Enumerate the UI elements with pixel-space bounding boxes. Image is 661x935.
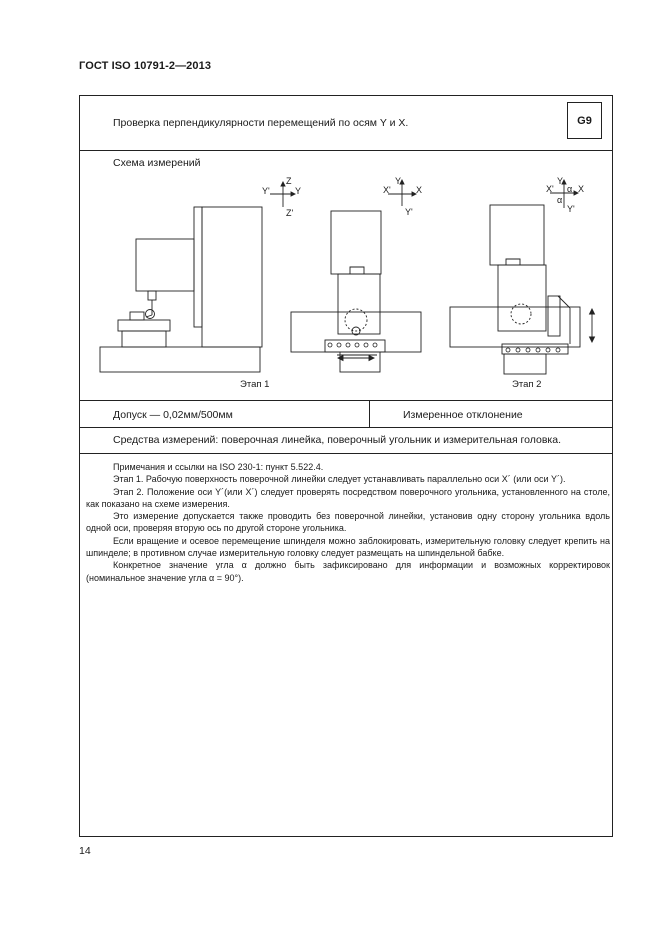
note-paragraph: Если вращение и осевое перемещение шпинделя можно заблокировать, измерительную головку следует крепить на шпинделе; в противном случае измерительную головку следует размещать на шпиндельной бабке. [86,535,610,559]
measurement-diagram [80,172,614,400]
tolerance-divider [369,401,370,427]
measuring-means-row [80,428,612,454]
stage2-table-holes [506,348,560,352]
axis-labels [262,176,584,218]
test-sheet-frame [79,95,613,837]
axis1-z-neg: Z' [286,208,294,218]
test-code-box: G9 [567,102,602,139]
schema-label: Схема измерений [113,157,201,169]
tolerance-row [80,400,612,428]
axis2-y: Y [395,176,402,186]
stage2-top-view-drawing [450,205,580,374]
page-number: 14 [79,845,91,857]
document-header: ГОСТ ISO 10791-2—2013 [79,60,212,72]
axis3-alpha: α [567,184,573,194]
note-paragraph: Этап 2. Положение оси Y´(или X´) следует проверять посредством поверочного угольника, установленного на столе, как показано на схеме измерения. [86,486,610,509]
note-paragraph: Примечания и ссылки на ISO 230-1: пункт 5.522.4. [113,462,324,472]
axis-crosses [270,180,578,208]
movement-arrows [338,309,595,361]
title-row [80,96,612,151]
stage1-table-holes [328,343,377,347]
stage2-label: Этап 2 [512,379,542,390]
stage1-top-view-drawing [291,211,421,372]
note-paragraph: Это измерение допускается также проводить без поверочной линейки, установив одну сторону угольника вдоль одной оси, проверяя вторую ось по другой стороне угольника. [86,511,610,534]
axis1-y: Y [295,186,302,196]
tolerance-value: Допуск — 0,02мм/500мм [113,409,233,421]
measuring-means-text: Средства измерений: поверочная линейка, поверочный угольник и измерительная головка. [113,434,561,446]
stage-labels [240,379,541,390]
note-paragraph: Конкретное значение угла α должно быть зафиксировано для информации и возможных корректировок (номинальное значение угла α = 90°). [86,560,610,583]
stage1-machine-drawing [100,207,262,372]
axis2-y-neg: Y' [405,207,413,217]
axis3-x-neg: X' [546,184,554,194]
axis1-z: Z [286,176,292,186]
axis3-x: X [578,184,585,194]
axis3-y: Y [557,176,564,186]
axis3-y-neg: Y' [567,204,575,214]
axis2-x: X [416,185,423,195]
axis3-alpha-2: α [557,195,563,205]
note-paragraph: Этап 1. Рабочую поверхность поверочной линейки следует устанавливать параллельно оси X´ (или оси Y´). [113,474,566,485]
stage1-label: Этап 1 [240,379,270,390]
measured-deviation-label: Измеренное отклонение [403,409,523,421]
axis1-y-neg: Y' [262,186,270,196]
axis2-x-neg: X' [383,185,391,195]
notes-block [86,461,610,584]
test-title: Проверка перпендикулярности перемещений по осям Y и X. [113,117,409,129]
